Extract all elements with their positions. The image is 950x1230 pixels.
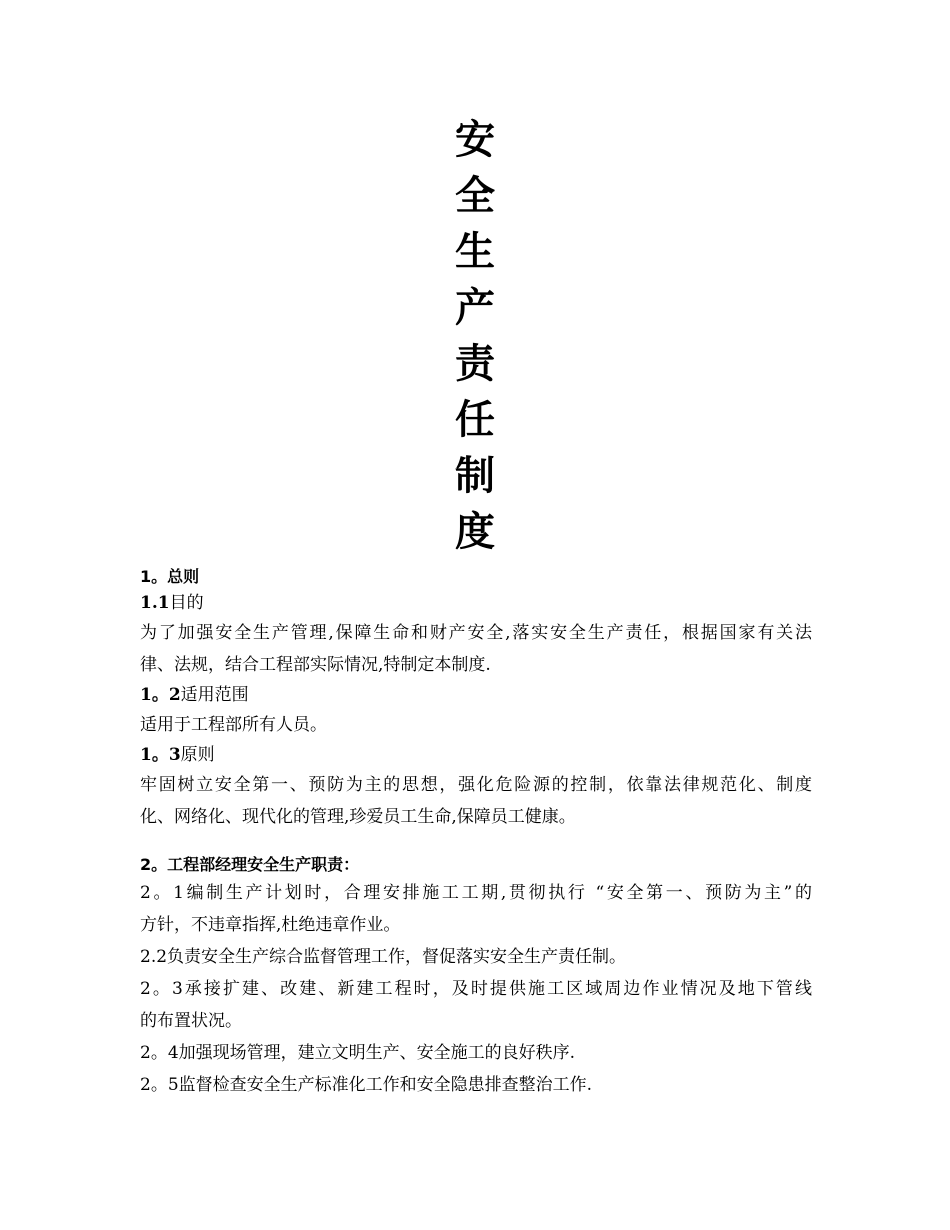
paragraph-line: 牢固树立安全第一、预防为主的思想，强化危险源的控制，依靠法律规范化、制度	[140, 775, 812, 795]
list-item-line: 方针，不违章指挥,杜绝违章作业。	[140, 915, 401, 935]
title-char: 安	[455, 117, 495, 163]
title-char: 任	[455, 397, 495, 443]
title-char: 制	[455, 453, 495, 499]
subsection-heading	[140, 681, 812, 709]
paragraph-line: 律、法规，结合工程部实际情况,特制定本制度.	[140, 655, 491, 675]
subsection-label: 原则	[180, 745, 215, 765]
paragraph-line: 化、网络化、现代化的管理,珍爱员工生命,保障员工健康。	[140, 807, 576, 827]
section-heading: 2。工程部经理安全生产职责：	[140, 855, 360, 874]
title-char: 产	[455, 285, 495, 331]
list-item-line: 2。1编制生产计划时，合理安排施工工期,贯彻执行 “安全第一、预防为主”的	[140, 883, 812, 903]
document-title	[435, 112, 515, 560]
list-item-line: 2。5监督检查安全生产标准化工作和安全隐患排查整治工作.	[140, 1075, 593, 1095]
paragraph-line: 为了加强安全生产管理,保障生命和财产安全,落实安全生产责任，根据国家有关法	[140, 623, 812, 643]
subsection-number: 1.1	[140, 593, 170, 613]
list-item-line: 的布置状况。	[140, 1011, 242, 1031]
subsection-label: 适用范围	[180, 685, 249, 705]
list-item-line: 2。3承接扩建、改建、新建工程时，及时提供施工区域周边作业情况及地下管线	[140, 979, 812, 999]
title-char: 生	[455, 229, 495, 275]
subsection-heading	[140, 589, 812, 617]
subsection-heading	[140, 741, 812, 769]
paragraph-line: 适用于工程部所有人员。	[140, 715, 327, 735]
section-heading: 1。总则	[140, 567, 200, 586]
title-char: 度	[455, 509, 495, 555]
document-body	[140, 565, 812, 1101]
title-char: 全	[455, 173, 495, 219]
list-item-line: 2。4加强现场管理，建立文明生产、安全施工的良好秩序.	[140, 1043, 576, 1063]
section-gap	[140, 833, 812, 853]
subsection-number: 1。3	[140, 745, 181, 765]
title-char: 责	[455, 341, 495, 387]
list-item-line: 2.2负责安全生产综合监督管理工作，督促落实安全生产责任制。	[140, 947, 627, 967]
subsection-number: 1。2	[140, 685, 181, 705]
subsection-label: 目的	[169, 593, 204, 613]
